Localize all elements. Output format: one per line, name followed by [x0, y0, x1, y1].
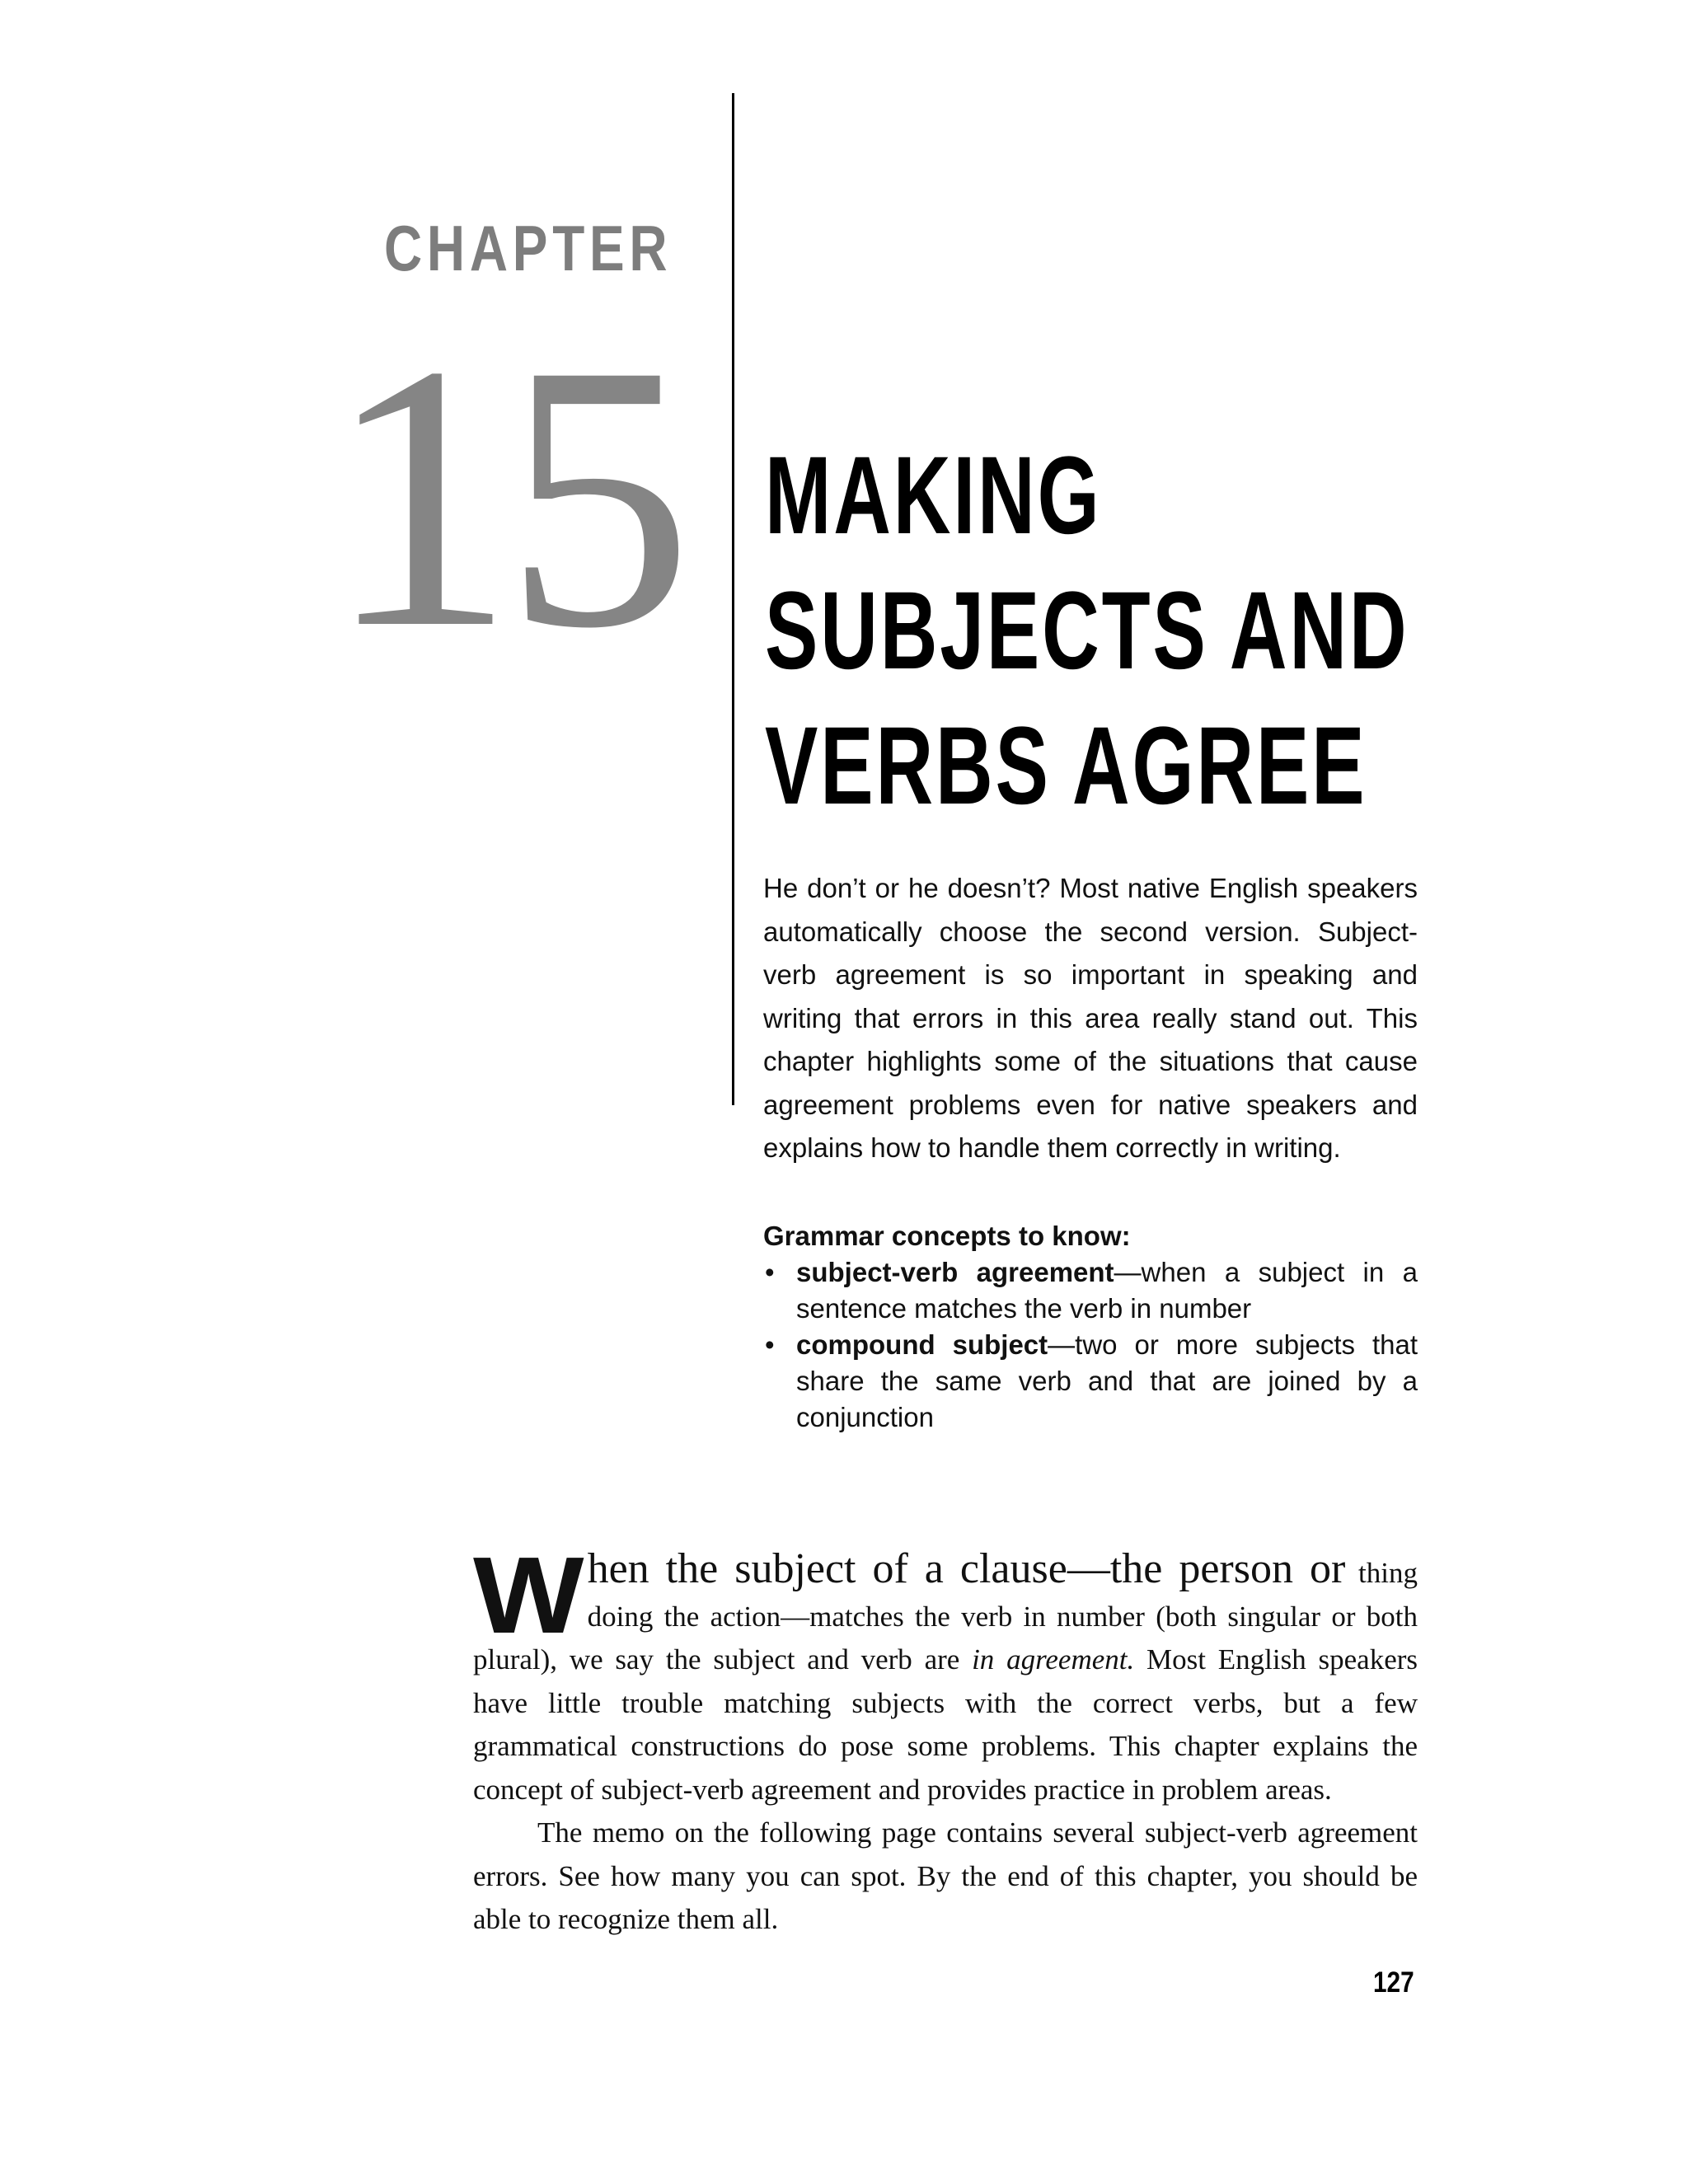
chapter-title-line-2: SUBJECTS AND [765, 569, 1409, 692]
body-paragraph-2: The memo on the following page contains several subject-verb agreement errors. See how many you can spot. By the end of this chapter, you should be able to recognize them all. [473, 1816, 1418, 1935]
body-emphasis: in agreement. [972, 1643, 1135, 1675]
grammar-concepts-heading: Grammar concepts to know: [763, 1221, 1131, 1251]
body-lead-in: hen the subject of a clause—the person or [587, 1545, 1346, 1592]
grammar-concepts-box [763, 1218, 1418, 1436]
chapter-title-line-1: MAKING [765, 434, 1102, 557]
body-text-run: Most English speakers have little trouble matching subjects with the correct verbs, but a few grammatical constructions do pose some problems. This chapter explains the concept of subject-verb agreement and provides practice in problem areas. [473, 1643, 1418, 1806]
body-text [473, 1535, 1418, 1942]
chapter-title-line-3: VERBS AGREE [765, 705, 1367, 827]
intro-paragraph: He don’t or he doesn’t? Most native English speakers automatically choose the second version. Subject-verb agreement is so important in speaking and writing that errors in this area really stand out. This chapter highlights some of the situations that cause agreement problems even for native speakers and explains how to handle them correctly in writing. [763, 873, 1418, 1163]
body-text-run: thing doing the action—matches the verb in number (both singular or both plural), we say the subject and verb are [473, 1557, 1418, 1675]
chapter-label: CHAPTER [384, 212, 673, 284]
concept-item [763, 1254, 1418, 1327]
bullet-icon: • [765, 1329, 775, 1360]
concept-definition: —when a subject in a sentence matches the verb in number [796, 1257, 1418, 1324]
body-paragraph-1 [473, 1535, 1418, 1811]
concept-definition: —two or more subjects that share the same verb and that are joined by a conjunction [796, 1329, 1418, 1432]
grammar-concepts-list [763, 1254, 1418, 1436]
drop-cap: W [473, 1535, 584, 1656]
concept-term: compound subject [796, 1329, 1048, 1360]
page-number: 127 [1373, 1966, 1414, 1999]
chapter-number: 15 [326, 286, 682, 706]
concept-item [763, 1327, 1418, 1436]
concept-term: subject-verb agreement [796, 1257, 1114, 1287]
vertical-rule [732, 93, 734, 1105]
chapter-title [765, 429, 1409, 834]
bullet-icon: • [765, 1257, 775, 1287]
